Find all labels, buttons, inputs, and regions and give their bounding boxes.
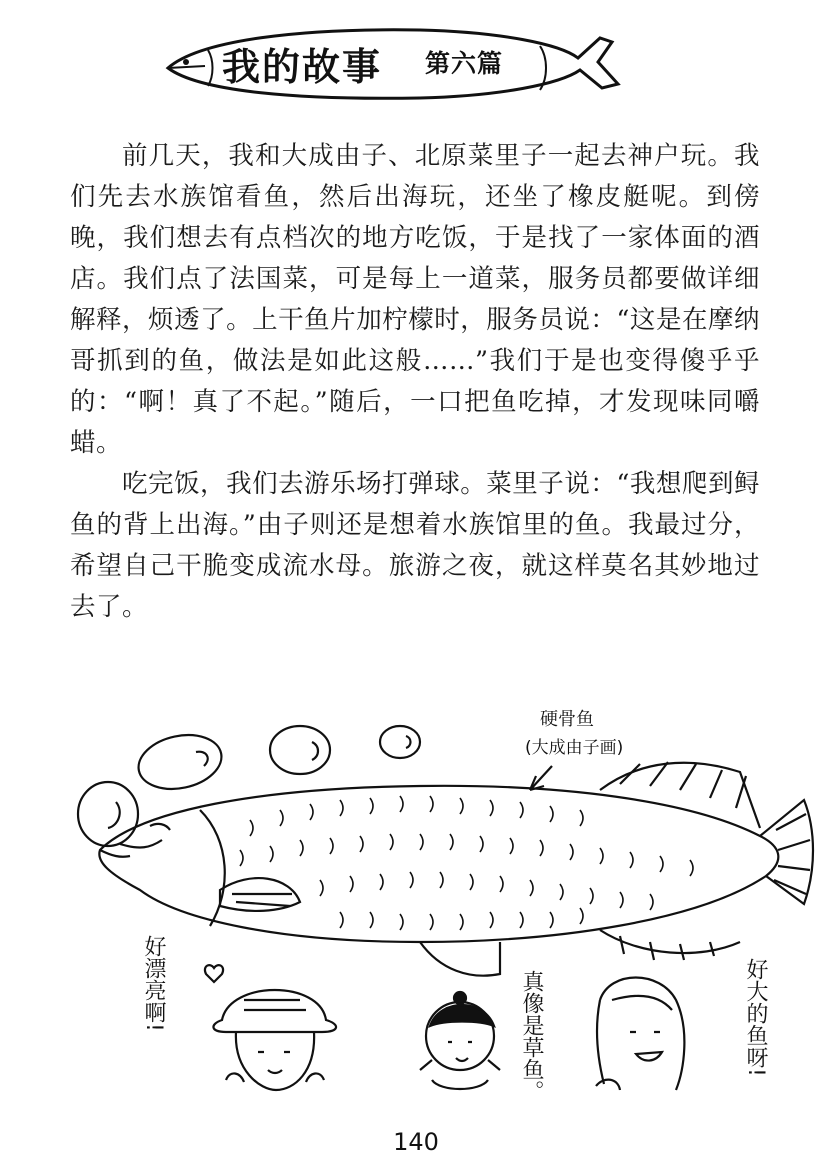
paragraph: 吃完饭，我们去游乐场打弹球。菜里子说：“我想爬到鲟鱼的背上出海。”由子则还是想着水族馆里的鱼。我最过分，希望自己干脆变成流水母。旅游之夜，就这样莫名其妙地过去了。 xyxy=(70,469,760,622)
paragraph: 前几天，我和大成由子、北原菜里子一起去神户玩。我们先去水族馆看鱼，然后出海玩，还坐了橡皮艇呢。到傍晚，我们想去有点档次的地方吃饭，于是找了一家体面的酒店。我们点了法国菜，可是每上一道菜，服务员都要做详细解释，烦透了。上干鱼片加柠檬时，服务员说：“这是在摩纳哥抓到的鱼，做法是如此这般……”我们于是也变得傻乎乎的：“啊！真了不起。”随后，一口把鱼吃掉，才发现味同嚼蜡。 xyxy=(70,141,760,458)
fish-illustration-icon xyxy=(0,680,832,1120)
illustration-note: 硬骨鱼 xyxy=(540,709,594,730)
chapter-title: 我的故事 xyxy=(222,45,383,89)
fish-banner-icon xyxy=(0,0,832,110)
page-number: 140 xyxy=(393,1128,439,1156)
speech-middle: 真像是草鱼。 xyxy=(519,970,544,1102)
fish-drawing xyxy=(0,680,832,1120)
story-text xyxy=(70,136,760,628)
chapter-subtitle: 第六篇 xyxy=(425,49,504,78)
speech-left: 好漂亮啊! xyxy=(141,935,166,1032)
speech-right: 好大的鱼呀! xyxy=(743,958,768,1077)
illustration-credit: (大成由子画) xyxy=(525,738,624,758)
chapter-header xyxy=(0,0,832,110)
